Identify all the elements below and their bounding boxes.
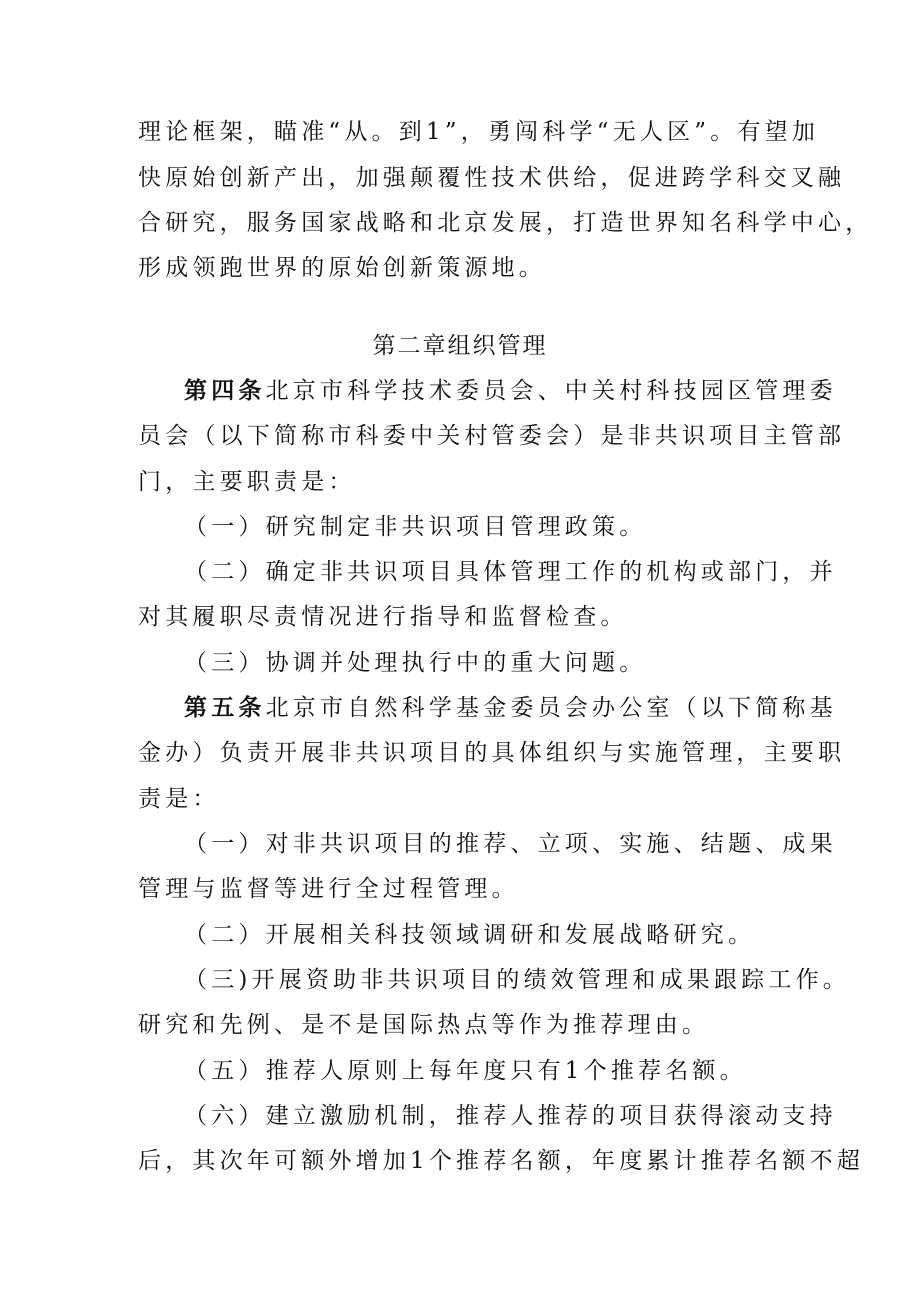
list-item: （五）推荐人原则上每年度只有1个推荐名额。: [184, 1058, 747, 1084]
list-item: （三)开展资助非共识项目的绩效管理和成果跟踪工作。: [184, 967, 850, 993]
article-5-text: 北京市自然科学基金委员会办公室（以下简称基: [265, 695, 837, 721]
chapter-title: 第二章组织管理: [372, 333, 548, 359]
body-text-line: 快原始创新产出，加强颠覆性技术供给，促进跨学科交叉融: [138, 165, 846, 191]
body-text-line: 责是：: [138, 786, 220, 812]
article-5-label: 第五条: [184, 695, 266, 721]
list-item: （三）协调并处理执行中的重大问题。: [184, 650, 647, 676]
body-text-line: 员会（以下简称市科委中关村管委会）是非共识项目主管部: [138, 423, 846, 449]
list-item: （一）研究制定非共识项目管理政策。: [184, 514, 647, 540]
body-text-line: 研究和先例、是不是国际热点等作为推荐理由。: [138, 1012, 710, 1038]
article-5-first-line: [184, 693, 837, 723]
body-text-line: 管理与监督等进行全过程管理。: [138, 876, 519, 902]
body-text-line: 金办）负责开展非共识项目的具体组织与实施管理，主要职: [138, 740, 846, 766]
article-4-first-line: [184, 376, 837, 406]
body-text-line: 对其履职尽责情况进行指导和监督检查。: [138, 604, 628, 630]
list-item: （一）对非共识项目的推荐、立项、实施、结题、成果: [184, 831, 837, 857]
article-4-text: 北京市科学技术委员会、中关村科技园区管理委: [265, 378, 837, 404]
list-item: （二）确定非共识项目具体管理工作的机构或部门，并: [184, 559, 837, 585]
article-4-label: 第四条: [184, 378, 266, 404]
body-text-line: 后，其次年可额外增加1个推荐名额，年度累计推荐名额不超: [138, 1148, 865, 1174]
list-item: （六）建立激励机制，推荐人推荐的项目获得滚动支持: [184, 1103, 837, 1129]
list-item: （二）开展相关科技领域调研和发展战略研究。: [184, 922, 756, 948]
body-text-line: 形成领跑世界的原始创新策源地。: [138, 255, 546, 281]
body-text-line: 理论框架，瞄准“从。到1”，勇闯科学“无人区”。有望加: [138, 119, 820, 145]
body-text-line: 门，主要职责是：: [138, 469, 356, 495]
body-text-line: 合研究，服务国家战略和北京发展，打造世界知名科学中心，: [138, 210, 873, 236]
